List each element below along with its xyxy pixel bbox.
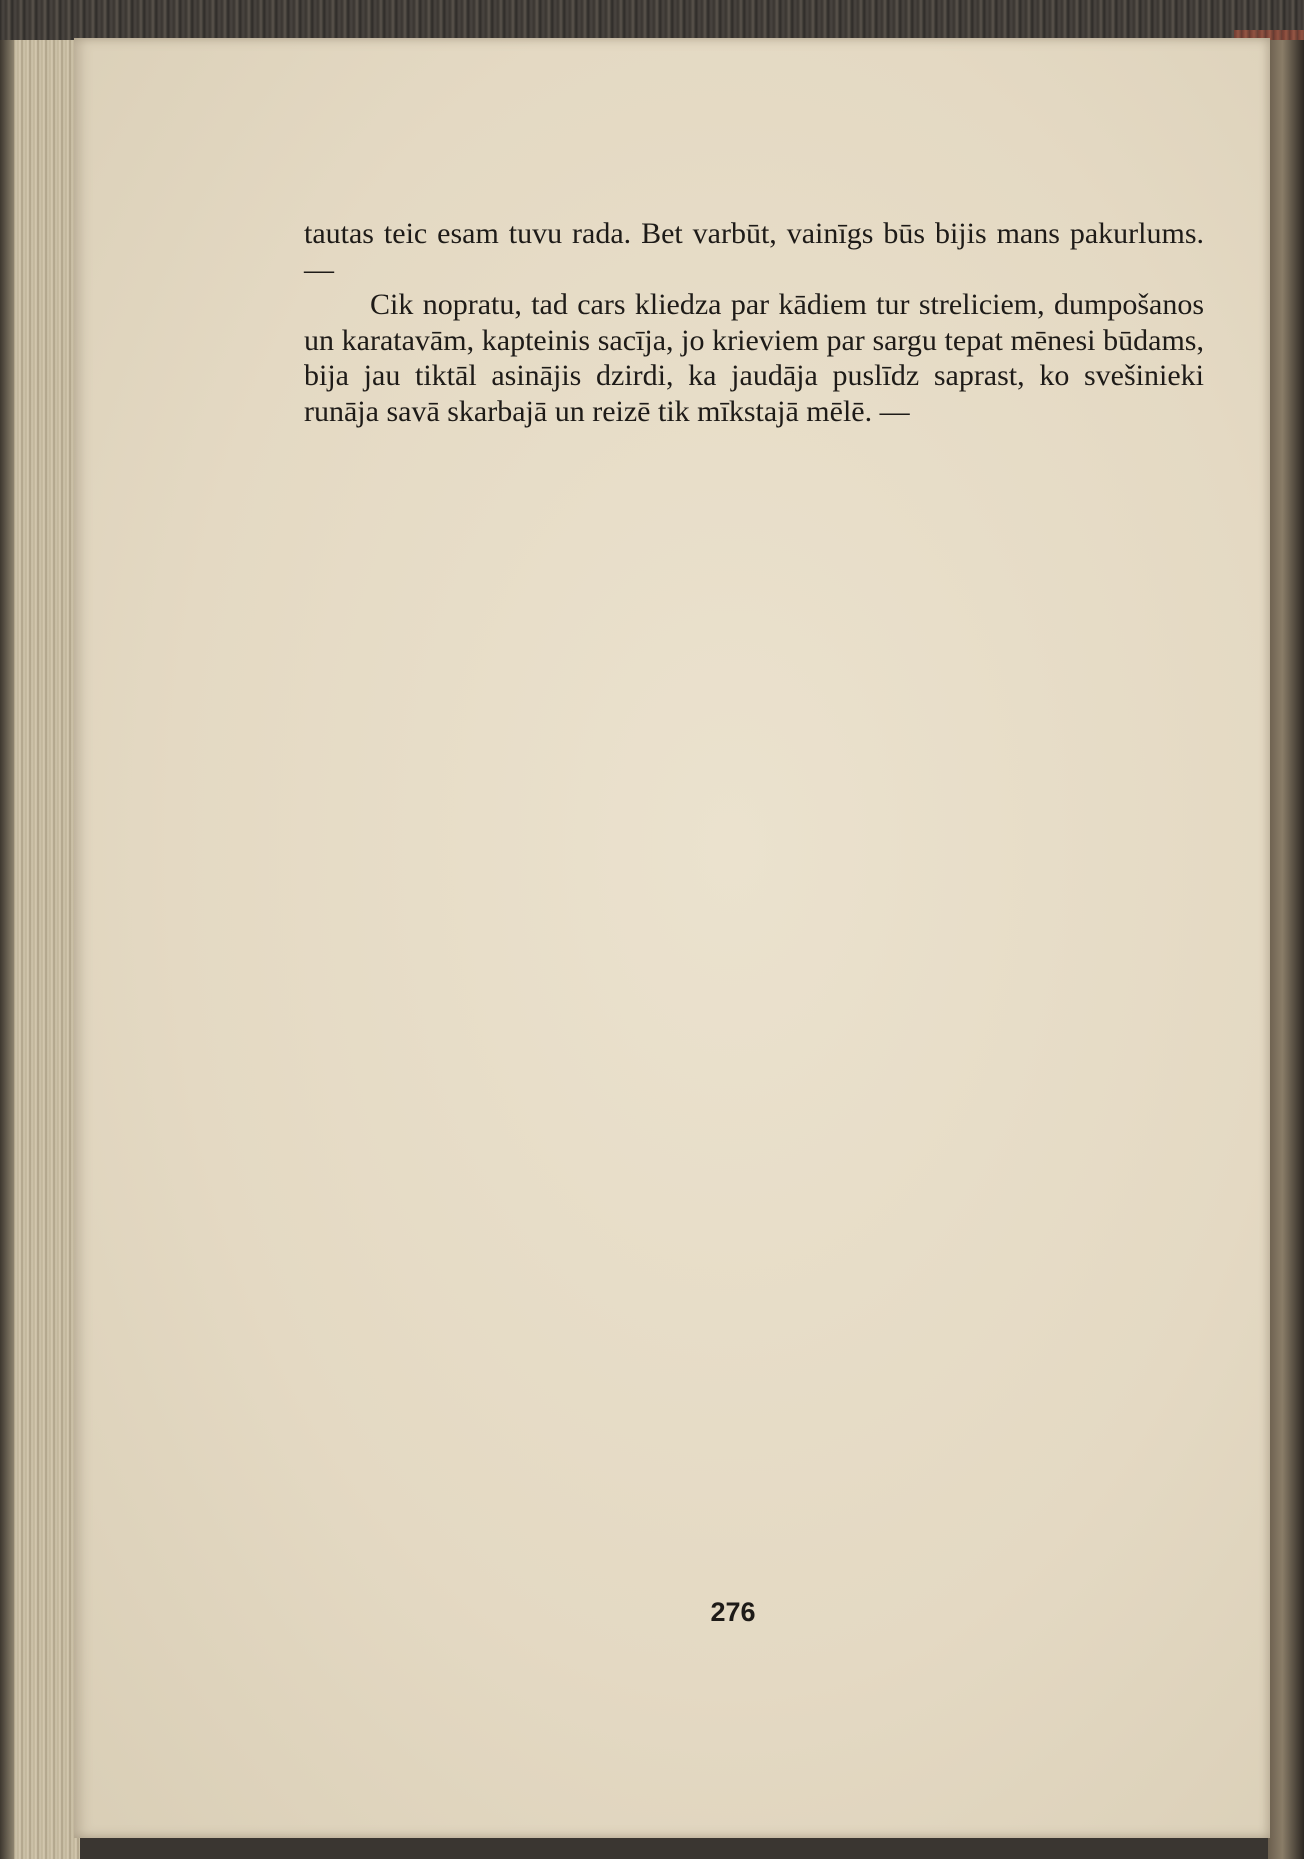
body-text: [304, 216, 1204, 429]
paragraph-2: Cik nopratu, tad cars kliedza par kādiem tur streliciem, dumpošanos un karatavām, kapteinis sacīja, jo krieviem par sargu tepat mēnesi būdams, bija jau tiktāl asinājis dzirdi, ka jaudāja puslīdz saprast, ko svešinieki runāja savā skarbajā un reizē tik mīkstajā mēlē. —: [304, 288, 1204, 428]
book-page: [74, 38, 1270, 1838]
binding-shadow: [0, 40, 14, 1859]
book-cover-right-edge: [1268, 40, 1304, 1859]
page-number: 276: [710, 1597, 756, 1627]
paragraph-1: tautas teic esam tuvu rada. Bet varbūt, vainīgs būs bijis mans pakurlums. —: [304, 217, 1204, 286]
